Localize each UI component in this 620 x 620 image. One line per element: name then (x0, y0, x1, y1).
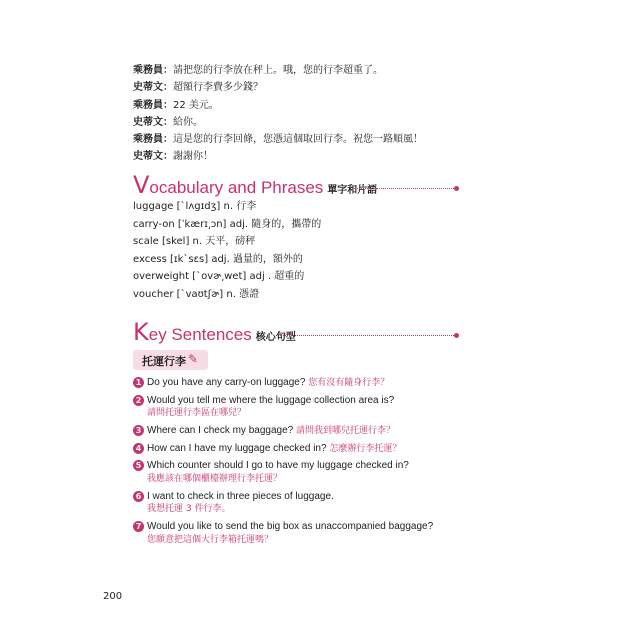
sentence-english-text: How can I have my luggage checked in? (147, 442, 327, 454)
vocab-word: luggage (133, 201, 174, 212)
key-sentence (133, 459, 473, 486)
vocab-word: overweight (133, 271, 190, 283)
vocab-heading-title: ocabulary and Phrases (149, 178, 324, 197)
key-heading (133, 318, 296, 346)
key-sentence (133, 424, 473, 438)
vocab-pos: n. (192, 236, 203, 248)
sentence-chinese: 怎麼辦行李托運？ (329, 442, 402, 453)
sentence-chinese: 請問托運行李區在哪兒？ (147, 408, 247, 418)
speaker: 史蒂文： (133, 82, 173, 94)
dialogue-line (133, 148, 423, 165)
key-sentence (133, 376, 473, 390)
speaker: 乘務員： (133, 65, 173, 76)
sentence-english (147, 442, 473, 456)
sentence-number-badge: 5 (133, 460, 144, 471)
sentence-number-badge: 4 (133, 443, 144, 454)
page-number: 200 (103, 591, 123, 602)
sentence-chinese: 您有沒有隨身行李？ (308, 377, 390, 387)
sentence-english-text: Where can I check my baggage? (147, 425, 294, 436)
vocab-pos: adj. (211, 253, 230, 265)
vocab-pos: adj . (249, 271, 272, 283)
vocab-meaning: 天平，磅秤 (205, 236, 256, 248)
vocab-ipa: [ɪkˋsɛs] (169, 253, 209, 265)
sentence-chinese: 請問我到哪兒托運行李？ (295, 425, 395, 435)
vocab-word: carry-on (133, 218, 175, 230)
vocab-item (133, 233, 321, 251)
sentence-english-text: Do you have any carry-on luggage? (147, 377, 306, 388)
vocab-word: voucher (133, 288, 174, 300)
sentence-number-badge: 1 (133, 377, 144, 388)
key-heading-zh: 核心句型 (255, 332, 296, 343)
dialogue-text: 給你。 (173, 116, 203, 128)
dialogue-line (133, 97, 423, 114)
vocab-ipa: [ˋlʌgɪdʒ] (176, 201, 221, 212)
dialogue (133, 62, 423, 166)
dialogue-line (133, 114, 423, 131)
sentence-chinese: 您願意把這個大行李箱托運嗎？ (147, 534, 274, 545)
vocab-heading-initial: V (133, 171, 150, 199)
vocab-meaning: 行李 (236, 201, 257, 212)
dialogue-text: 超額行李費多少錢？ (173, 82, 263, 94)
vocab-ipa: [ˋvaʊtʃɚ] (176, 288, 224, 300)
key-sentence (133, 490, 473, 517)
sentence-number-badge: 7 (133, 521, 144, 532)
dialogue-line (133, 62, 423, 79)
vocab-item (133, 268, 321, 286)
vocab-list (133, 198, 321, 304)
vocab-word: scale (133, 236, 159, 248)
dialogue-text: 請把您的行李放在秤上。哦，您的行李超重了。 (173, 65, 383, 76)
topic-tag-label: 托運行李 (142, 355, 186, 368)
vocab-item (133, 251, 321, 269)
vocab-item (133, 286, 321, 304)
sentence-english: Would you like to send the big box as unaccompanied baggage? (147, 521, 434, 532)
vocab-ipa: [skel] (161, 236, 190, 248)
vocab-meaning: 過量的，額外的 (232, 253, 303, 265)
vocab-meaning: 憑證 (239, 288, 260, 300)
vocab-heading (133, 171, 377, 199)
speaker: 史蒂文： (133, 151, 173, 163)
sentence-chinese: 我想托運 3 件行李。 (147, 504, 231, 514)
key-heading-title: ey Sentences (148, 325, 252, 344)
sentence-english (147, 424, 473, 438)
vocab-pos: n. (223, 201, 234, 212)
sentence-number-badge: 3 (133, 425, 144, 436)
vocab-ipa: [ˈkærɪ͵ɔn] (177, 218, 227, 230)
key-sentence (133, 520, 473, 547)
vocab-meaning: 隨身的，攜帶的 (251, 218, 322, 230)
dialogue-text: 22 美元。 (173, 99, 219, 111)
topic-tag (133, 350, 208, 370)
speaker: 乘務員： (133, 99, 173, 111)
pencil-icon: ✎ (188, 352, 199, 366)
key-heading-rule (280, 335, 454, 336)
sentence-number-badge: 6 (133, 491, 144, 502)
dialogue-text: 謝謝你！ (173, 151, 213, 163)
sentence-english: I want to check in three pieces of luggage. (147, 490, 334, 502)
key-heading-dot (454, 333, 459, 338)
vocab-heading-dot (454, 186, 459, 191)
sentence-chinese: 我應該在哪個櫃檯辦理行李托運？ (147, 473, 283, 484)
dialogue-text: 這是您的行李回條，您憑這個取回行李。祝您一路順風！ (173, 134, 423, 146)
dialogue-line (133, 79, 423, 96)
vocab-item (133, 198, 321, 216)
key-sentence (133, 442, 473, 456)
vocab-item (133, 216, 321, 234)
key-heading-initial: K (133, 318, 149, 346)
dialogue-line (133, 131, 423, 148)
sentence-english: Which counter should I go to have my luggage checked in? (147, 460, 409, 471)
vocab-word: excess (133, 253, 167, 265)
vocab-pos: adj. (229, 218, 249, 230)
speaker: 史蒂文： (133, 116, 173, 128)
vocab-meaning: 超重的 (274, 271, 305, 283)
sentence-english (147, 376, 473, 390)
vocab-heading-rule (354, 188, 454, 189)
key-sentence (133, 394, 473, 421)
vocab-ipa: [ˋovɚ͵wet] (192, 271, 247, 283)
vocab-heading-zh: 單字和片語 (327, 185, 378, 196)
sentence-english: Would you tell me where the luggage collection area is? (147, 394, 395, 406)
sentence-number-badge: 2 (133, 395, 144, 406)
vocab-pos: n. (226, 288, 236, 300)
speaker: 乘務員： (133, 134, 173, 146)
key-sentence-list (133, 376, 473, 551)
